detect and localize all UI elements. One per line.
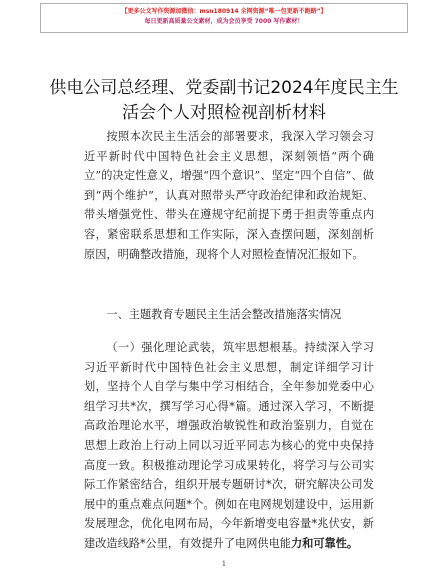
subsection-bold-tail: 力和可靠性。	[290, 535, 359, 550]
document-title: 供电公司总经理、党委副书记2024年度民主生活会个人对照检视剖析材料	[49, 78, 399, 123]
banner-line-1: 【更多公文写作资源加微信：msn180914 全网资源“唯一包更新不跑路”】	[121, 8, 327, 15]
subsection-paragraph	[84, 338, 374, 554]
page-number: 1	[221, 560, 227, 568]
banner-line-2: 每日更新高质量公文素材，成为会员享受 7000 写作素材！	[144, 18, 304, 25]
promo-banner	[40, 3, 408, 33]
subsection-text: （一）强化理论武装，筑牢思想根基。持续深入学习习近平新时代中国特色社会主义思想，制定详细学习计划，坚持个人自学与集中学习相结合，全年参加党委中心组学习共*次，撰写学习心得*篇。通过深入学习，不断提高政治理论水平，增强政治敏锐性和政治鉴别力，自觉在思想上政治上行动上同以习近平同志为核心的党中央保持高度一致。积极推动理论学习成果转化，将学习与公司实际工作紧密结合，组织开展专题研讨*次，研究解决公司发展中的重点难点问题*个。例如在电网规划建设中，运用新发展理念，优化电网布局，今年新增变电容量*兆伏安，新建改造线路*公里，有效提升了电网供电能	[84, 341, 374, 550]
intro-paragraph: 按照本次民主生活会的部署要求，我深入学习领会习近平新时代中国特色社会主义思想，深刻领悟“两个确立”的决定性意义，增强“四个意识”、坚定“四个自信”、做到“两个维护”，认真对照带头严守政治纪律和政治规矩、带头增强党性、带头在遵规守纪前提下勇于担责等重点内容，紧密联系思想和工作实际，深入查摆问题，深刻剖析原因，明确整改措施，现将个人对照检查情况汇报如下。	[84, 130, 374, 261]
section-heading: 一、主题教育专题民主生活会整改措施落实情况	[106, 308, 342, 321]
